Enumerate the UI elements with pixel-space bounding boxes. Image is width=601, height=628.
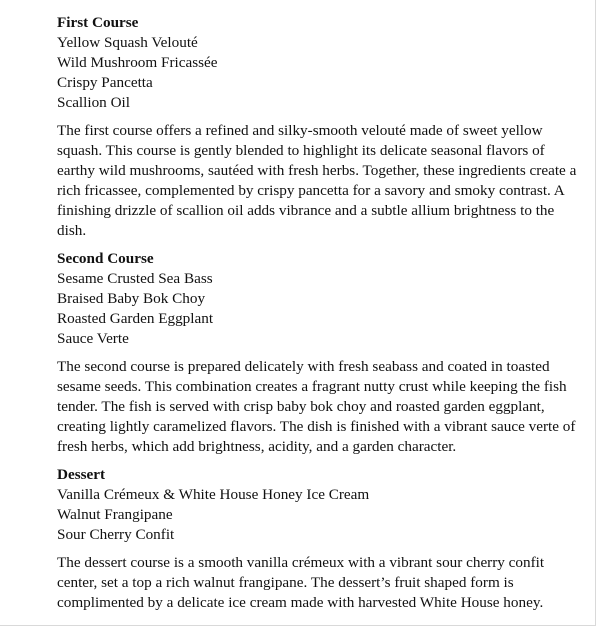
- list-item: Sauce Verte: [57, 330, 129, 347]
- list-item: Braised Baby Bok Choy: [57, 290, 206, 307]
- list-item: Sesame Crusted Sea Bass: [57, 270, 213, 287]
- list-item: Wild Mushroom Fricassée: [57, 54, 218, 71]
- course-title: First Course: [57, 14, 139, 31]
- course-title: Second Course: [57, 250, 154, 267]
- list-item: Crispy Pancetta: [57, 74, 153, 91]
- list-item: Scallion Oil: [57, 94, 130, 111]
- list-item: Vanilla Crémeux & White House Honey Ice Cream: [57, 486, 370, 503]
- list-item: Yellow Squash Velouté: [57, 34, 198, 51]
- course-section-dessert: [57, 465, 583, 613]
- list-item: Walnut Frangipane: [57, 506, 173, 523]
- list-item: Sour Cherry Confit: [57, 526, 175, 543]
- course-section-first: [57, 13, 583, 241]
- course-items-list: [57, 485, 583, 545]
- course-section-second: [57, 249, 583, 457]
- course-items-list: [57, 269, 583, 349]
- course-description: The second course is prepared delicately with fresh seabass and coated in toasted sesame seeds. This combination creates a fragrant nutty crust while keeping the fish tender. The fish is served with crisp baby bok choy and roasted garden eggplant, creating lightly caramelized flavors. The dish is finished with a vibrant sauce verte of fresh herbs, which add brightness, acidity, and a garden character.: [57, 358, 576, 455]
- course-items-list: [57, 33, 583, 113]
- list-item: Roasted Garden Eggplant: [57, 310, 214, 327]
- course-description: The dessert course is a smooth vanilla crémeux with a vibrant sour cherry confit center, set a top a rich walnut frangipane. The dessert’s fruit shaped form is complimented by a delicate ice cream made with harvested White House honey.: [57, 554, 545, 611]
- course-title: Dessert: [57, 466, 106, 483]
- menu-content: [57, 13, 583, 621]
- course-description: The first course offers a refined and silky-smooth velouté made of sweet yellow squash. This course is gently blended to highlight its delicate seasonal flavors of earthy wild mushrooms, sautéed with fresh herbs. Together, these ingredients create a rich fricassee, complemented by crispy pancetta for a savory and smoky contrast. A finishing drizzle of scallion oil adds vibrance and a subtle allium brightness to the dish.: [57, 122, 577, 239]
